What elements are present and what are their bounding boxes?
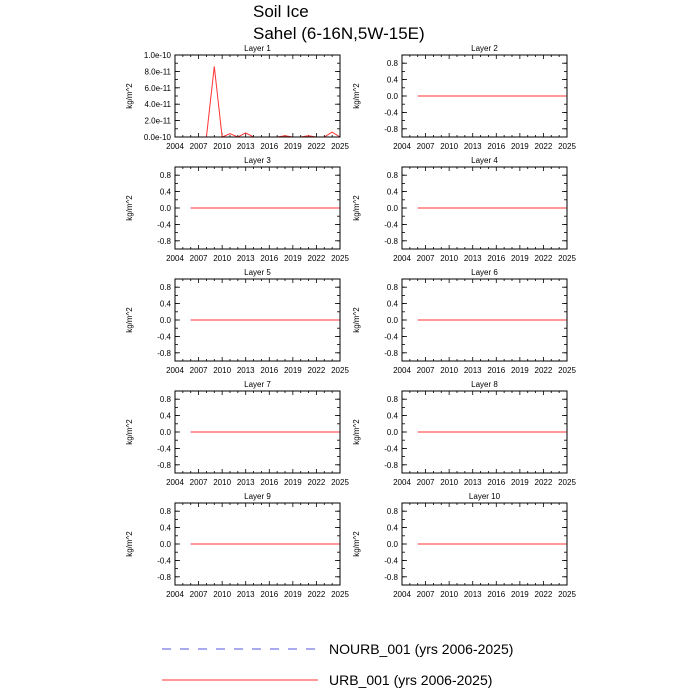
x-tick-label: 2019	[283, 590, 302, 599]
y-tick-label: 0.4	[386, 523, 398, 533]
y-tick-label: -0.8	[157, 348, 171, 358]
x-tick-label: 2022	[307, 590, 326, 599]
panel-title: Layer 6	[471, 268, 498, 277]
y-axis-label: kg/m^2	[125, 531, 134, 557]
panel-title: Layer 8	[471, 380, 498, 389]
legend-urb-label: URB_001 (yrs 2006-2025)	[329, 672, 493, 688]
x-tick-label: 2025	[331, 142, 349, 151]
x-tick-label: 2016	[260, 590, 279, 599]
panel-title: Layer 4	[471, 156, 498, 165]
y-tick-label: 0.0	[386, 316, 398, 325]
x-tick-label: 2004	[166, 366, 184, 375]
x-tick-label: 2010	[440, 142, 459, 151]
y-axis-label: kg/m^2	[352, 531, 361, 557]
y-tick-label: 2.0e-11	[144, 116, 171, 126]
y-tick-label: -0.8	[384, 460, 398, 470]
y-tick-label: -0.4	[384, 108, 398, 118]
figure-subtitle: Sahel (6-16N,5W-15E)	[253, 24, 425, 43]
y-axis-label: kg/m^2	[125, 195, 134, 221]
y-tick-label: 0.4	[386, 75, 398, 85]
x-tick-label: 2013	[463, 366, 482, 375]
panel-layer-1	[125, 44, 349, 151]
y-tick-label: -0.4	[157, 444, 171, 454]
y-tick-label: -0.4	[157, 220, 171, 230]
y-tick-label: -0.8	[384, 124, 398, 134]
y-axis-label: kg/m^2	[352, 195, 361, 221]
y-tick-label: -0.4	[384, 220, 398, 230]
x-tick-label: 2010	[440, 366, 459, 375]
x-tick-label: 2016	[260, 366, 279, 375]
x-tick-label: 2013	[236, 254, 255, 263]
panel-layer-4	[352, 156, 576, 263]
panel-title: Layer 3	[244, 156, 271, 165]
y-tick-label: -0.8	[157, 236, 171, 246]
x-tick-label: 2007	[189, 590, 208, 599]
x-tick-label: 2007	[416, 142, 435, 151]
x-tick-label: 2016	[260, 478, 279, 487]
x-tick-label: 2019	[283, 254, 302, 263]
y-tick-label: -0.8	[384, 572, 398, 582]
x-tick-label: 2007	[416, 590, 435, 599]
x-tick-label: 2025	[331, 478, 349, 487]
x-tick-label: 2022	[307, 478, 326, 487]
figure-title: Soil Ice	[253, 2, 309, 21]
x-tick-label: 2013	[463, 590, 482, 599]
x-tick-label: 2013	[236, 366, 255, 375]
y-tick-label: 0.8	[386, 59, 398, 69]
y-tick-label: 0.0	[386, 92, 398, 101]
y-tick-label: 0.4	[386, 299, 398, 309]
x-tick-label: 2016	[487, 590, 506, 599]
y-tick-label: 0.0	[386, 428, 398, 437]
x-tick-label: 2022	[307, 366, 326, 375]
x-tick-label: 2007	[189, 142, 208, 151]
x-tick-label: 2022	[534, 366, 553, 375]
y-tick-label: 0.0	[159, 428, 171, 437]
x-tick-label: 2022	[534, 142, 553, 151]
y-tick-label: -0.4	[157, 556, 171, 566]
x-tick-label: 2022	[534, 590, 553, 599]
x-tick-label: 2019	[283, 478, 302, 487]
y-tick-label: -0.8	[157, 460, 171, 470]
y-axis-label: kg/m^2	[125, 419, 134, 445]
panel-title: Layer 10	[468, 492, 501, 501]
x-tick-label: 2004	[393, 254, 411, 263]
x-tick-label: 2016	[260, 142, 279, 151]
x-tick-label: 2010	[213, 366, 232, 375]
series-line-urb	[191, 66, 340, 137]
y-tick-label: 4.0e-11	[144, 100, 171, 110]
y-tick-label: 0.0e-10	[143, 133, 171, 142]
x-tick-label: 2019	[283, 366, 302, 375]
x-tick-label: 2010	[213, 590, 232, 599]
x-tick-label: 2010	[440, 590, 459, 599]
y-tick-label: 0.0	[159, 204, 171, 213]
x-tick-label: 2025	[331, 590, 349, 599]
x-tick-label: 2007	[416, 254, 435, 263]
y-tick-label: 0.8	[386, 283, 398, 293]
y-axis-label: kg/m^2	[352, 307, 361, 333]
x-tick-label: 2016	[487, 254, 506, 263]
x-tick-label: 2019	[510, 142, 529, 151]
panel-title: Layer 1	[244, 44, 271, 53]
y-tick-label: 0.8	[386, 507, 398, 517]
panel-layer-5	[125, 268, 349, 375]
y-tick-label: 0.4	[386, 411, 398, 421]
x-tick-label: 2019	[510, 478, 529, 487]
y-tick-label: 6.0e-11	[144, 83, 171, 93]
y-tick-label: 0.8	[386, 171, 398, 181]
panel-title: Layer 7	[244, 380, 271, 389]
y-tick-label: 0.0	[159, 316, 171, 325]
x-tick-label: 2013	[236, 142, 255, 151]
x-tick-label: 2022	[534, 478, 553, 487]
x-tick-label: 2016	[487, 142, 506, 151]
x-tick-label: 2025	[558, 254, 576, 263]
x-tick-label: 2007	[416, 366, 435, 375]
x-tick-label: 2013	[236, 478, 255, 487]
panel-layer-3	[125, 156, 349, 263]
y-tick-label: 0.0	[386, 204, 398, 213]
x-tick-label: 2013	[463, 254, 482, 263]
x-tick-label: 2004	[166, 254, 184, 263]
x-tick-label: 2007	[189, 366, 208, 375]
y-tick-label: 0.8	[159, 507, 171, 517]
panel-layer-2	[352, 44, 576, 151]
y-tick-label: -0.8	[384, 348, 398, 358]
y-tick-label: 0.4	[386, 187, 398, 197]
panel-layer-8	[352, 380, 576, 487]
plot-frame	[175, 55, 340, 137]
legend	[162, 641, 513, 688]
x-tick-label: 2004	[393, 366, 411, 375]
x-tick-label: 2025	[558, 478, 576, 487]
x-tick-label: 2004	[393, 478, 411, 487]
y-tick-label: 0.4	[159, 299, 171, 309]
panel-title: Layer 5	[244, 268, 271, 277]
y-tick-label: -0.4	[384, 444, 398, 454]
x-tick-label: 2025	[331, 254, 349, 263]
y-tick-label: -0.4	[384, 332, 398, 342]
x-tick-label: 2022	[307, 142, 326, 151]
x-tick-label: 2025	[331, 366, 349, 375]
y-tick-label: 0.4	[159, 523, 171, 533]
y-tick-label: 0.4	[159, 411, 171, 421]
x-tick-label: 2022	[534, 254, 553, 263]
y-tick-label: 0.0	[159, 540, 171, 549]
x-tick-label: 2007	[189, 478, 208, 487]
y-tick-label: 0.4	[159, 187, 171, 197]
panel-layer-6	[352, 268, 576, 375]
x-tick-label: 2025	[558, 142, 576, 151]
x-tick-label: 2010	[213, 142, 232, 151]
x-tick-label: 2010	[213, 254, 232, 263]
x-tick-label: 2016	[487, 478, 506, 487]
y-tick-label: 0.8	[159, 283, 171, 293]
y-tick-label: -0.4	[384, 556, 398, 566]
x-tick-label: 2013	[236, 590, 255, 599]
x-tick-label: 2019	[283, 142, 302, 151]
y-tick-label: -0.8	[157, 572, 171, 582]
x-tick-label: 2004	[393, 590, 411, 599]
x-tick-label: 2010	[440, 254, 459, 263]
x-tick-label: 2007	[416, 478, 435, 487]
panel-layer-7	[125, 380, 349, 487]
x-tick-label: 2022	[307, 254, 326, 263]
x-tick-label: 2010	[213, 478, 232, 487]
x-tick-label: 2004	[166, 590, 184, 599]
x-tick-label: 2004	[166, 142, 184, 151]
panel-layer-10	[352, 492, 576, 599]
panel-layer-9	[125, 492, 349, 599]
panel-grid	[125, 44, 576, 599]
legend-nourb-label: NOURB_001 (yrs 2006-2025)	[329, 641, 514, 657]
y-axis-label: kg/m^2	[352, 419, 361, 445]
y-tick-label: 8.0e-11	[144, 67, 171, 77]
y-tick-label: 0.8	[386, 395, 398, 405]
y-tick-label: -0.8	[384, 236, 398, 246]
y-tick-label: -0.4	[157, 332, 171, 342]
y-tick-label: 1.0e-10	[143, 51, 171, 60]
x-tick-label: 2004	[166, 478, 184, 487]
panel-title: Layer 2	[471, 44, 498, 53]
x-tick-label: 2025	[558, 366, 576, 375]
x-tick-label: 2004	[393, 142, 411, 151]
x-tick-label: 2025	[558, 590, 576, 599]
panel-title: Layer 9	[244, 492, 271, 501]
x-tick-label: 2019	[510, 254, 529, 263]
x-tick-label: 2013	[463, 478, 482, 487]
x-tick-label: 2019	[510, 366, 529, 375]
x-tick-label: 2019	[510, 590, 529, 599]
x-tick-label: 2010	[440, 478, 459, 487]
y-tick-label: 0.8	[159, 171, 171, 181]
y-axis-label: kg/m^2	[125, 307, 134, 333]
y-tick-label: 0.0	[386, 540, 398, 549]
y-axis-label: kg/m^2	[352, 83, 361, 109]
x-tick-label: 2016	[260, 254, 279, 263]
y-axis-label: kg/m^2	[125, 83, 134, 109]
y-tick-label: 0.8	[159, 395, 171, 405]
x-tick-label: 2007	[189, 254, 208, 263]
x-tick-label: 2016	[487, 366, 506, 375]
x-tick-label: 2013	[463, 142, 482, 151]
